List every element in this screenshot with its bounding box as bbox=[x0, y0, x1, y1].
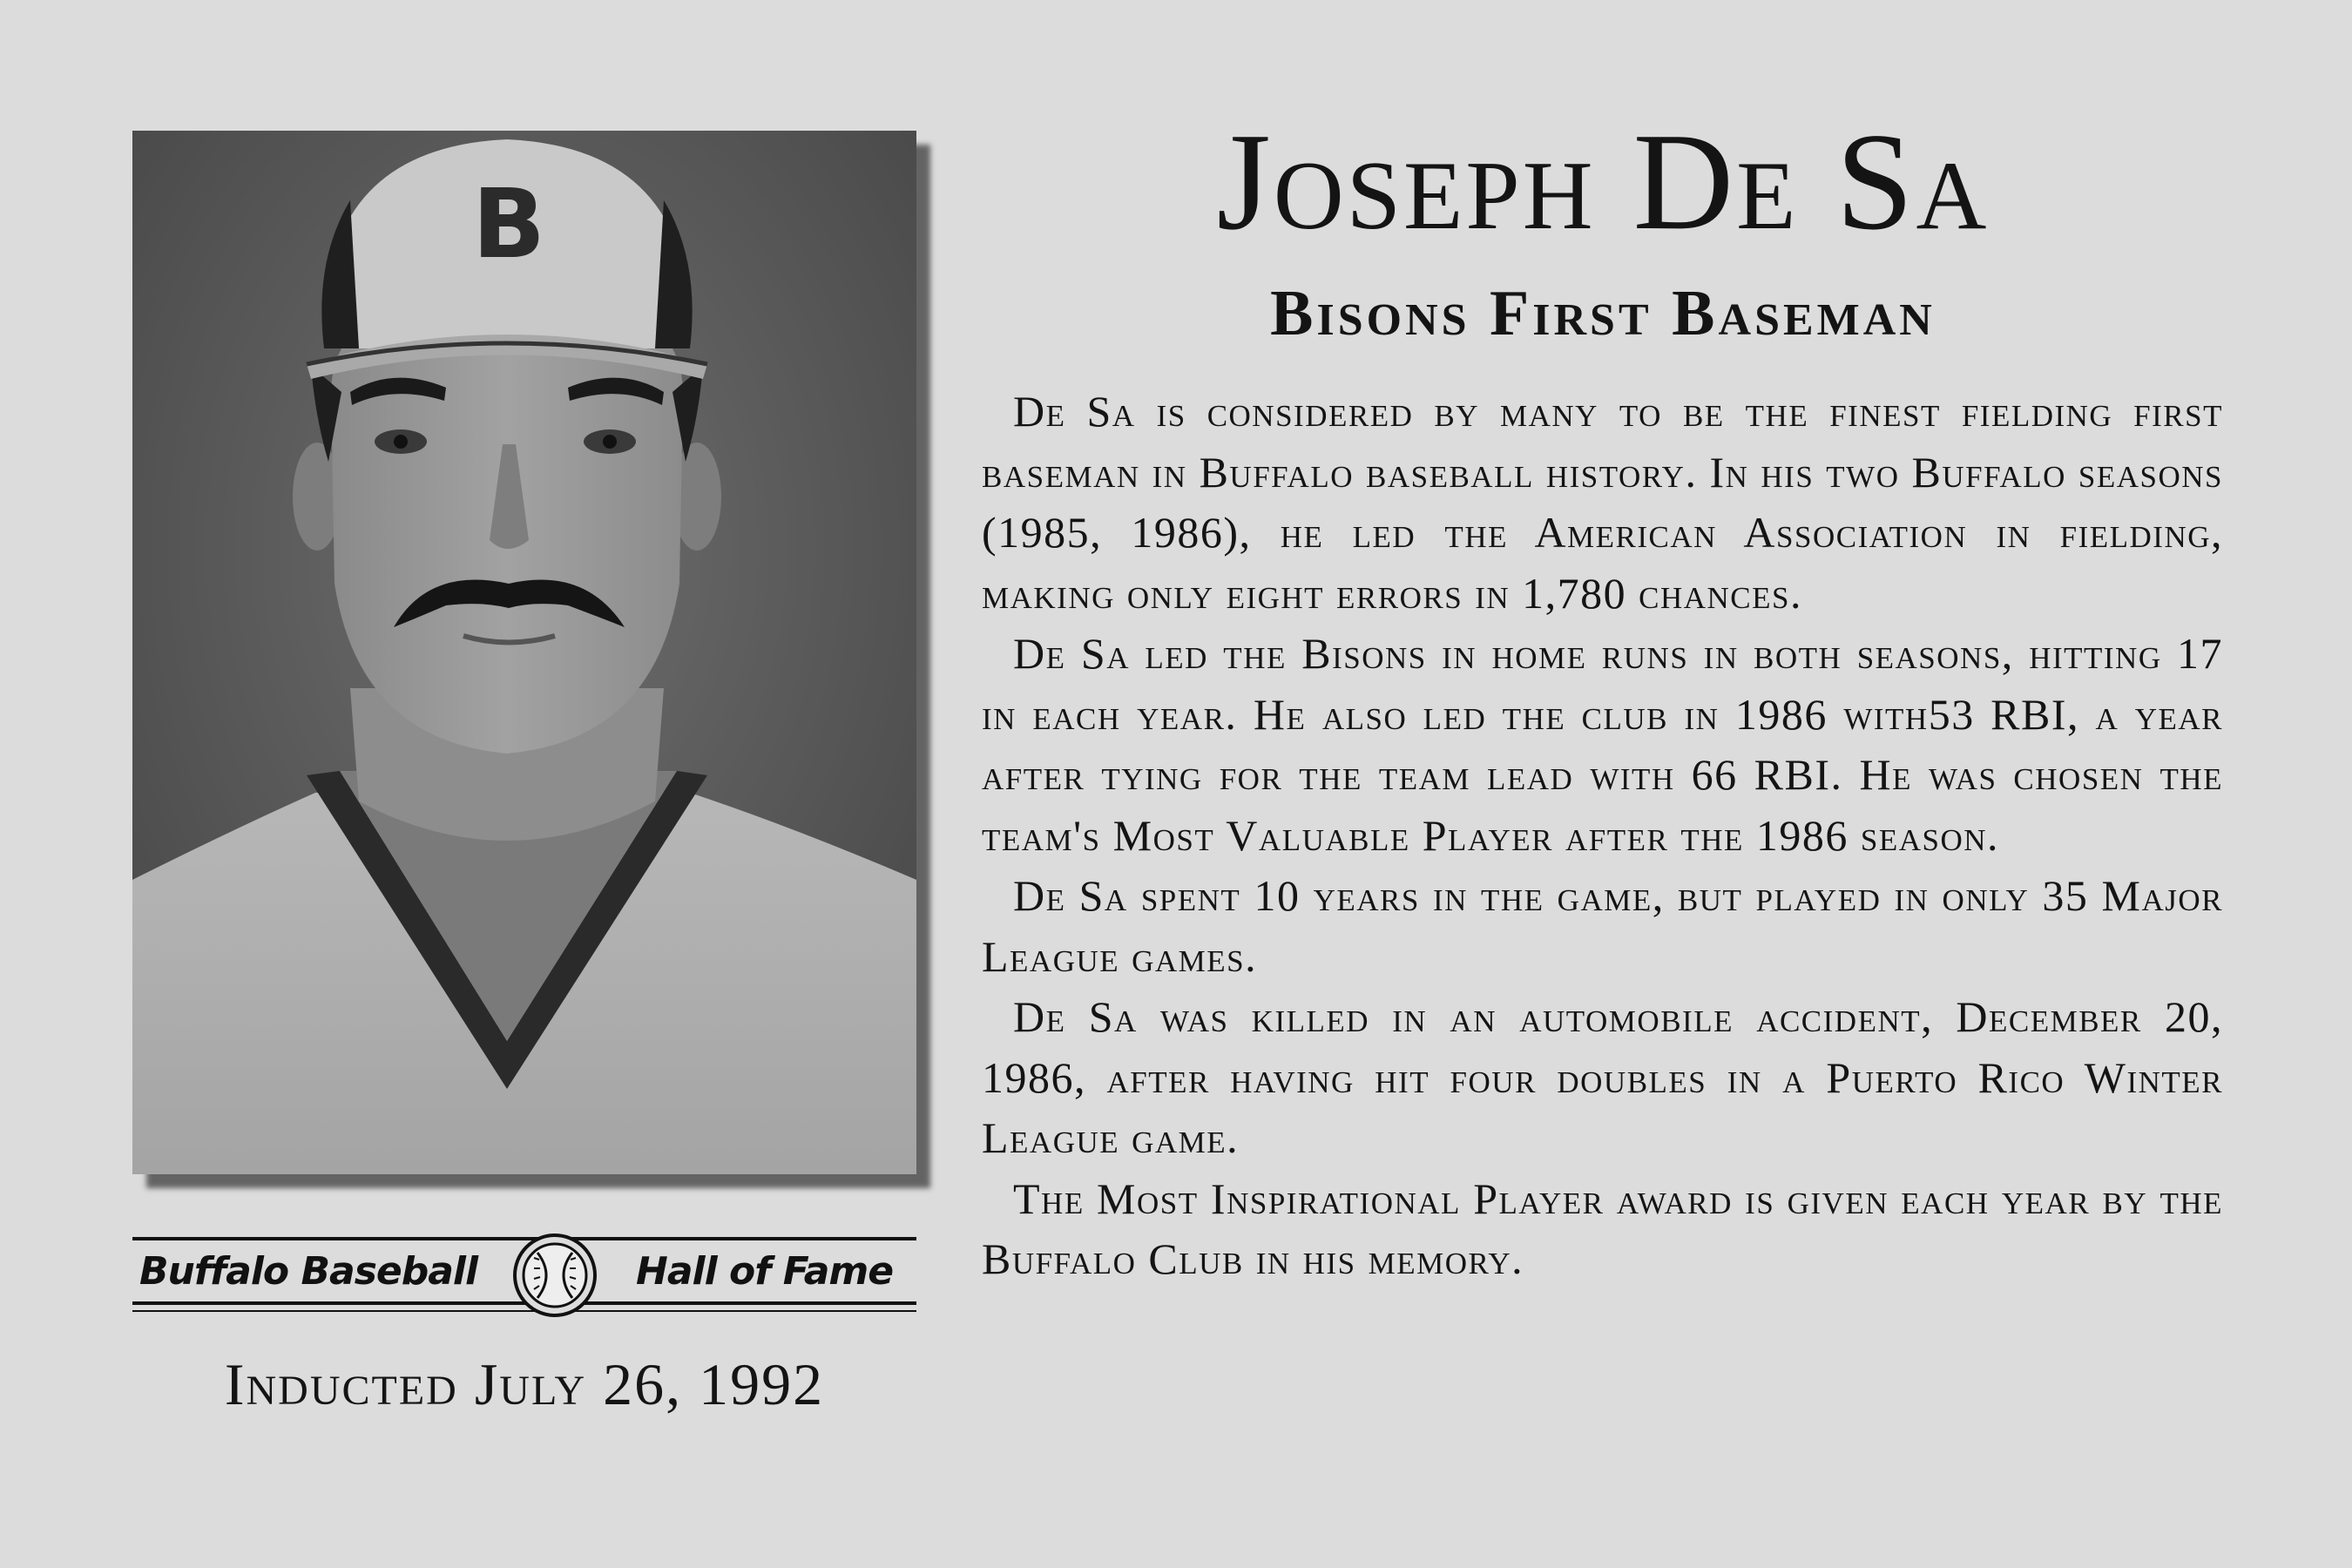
baseball-icon bbox=[513, 1233, 597, 1317]
bio-paragraph: De Sa was killed in an automobile accident, December 20, 1986, after having hit four doubles in a Puerto Rico Winter League game. bbox=[982, 992, 2223, 1162]
biography bbox=[982, 382, 2223, 1290]
logo-text-left: Buffalo Baseball bbox=[139, 1249, 478, 1294]
hall-of-fame-logo bbox=[132, 1227, 916, 1331]
bio-paragraph: The Most Inspirational Player award is given each year by the Buffalo Club in his memory. bbox=[982, 1173, 2223, 1283]
player-photo bbox=[132, 131, 916, 1174]
bio-paragraph: De Sa spent 10 years in the game, but played in only 35 Major League games. bbox=[982, 871, 2223, 981]
player-position: Bisons First Baseman bbox=[1270, 278, 1936, 349]
bio-paragraph: De Sa led the Bisons in home runs in both seasons, hitting 17 in each year. He also led the club in 1986 with53 RBI, a year after tying for the team lead with 66 RBI. He was chosen the team's Most Valuable Player after the 1986 season. bbox=[982, 629, 2223, 860]
svg-text:B: B bbox=[472, 168, 545, 280]
bio-paragraph: De Sa is considered by many to be the finest fielding first baseman in Buffalo baseball history. In his two Buffalo seasons (1985, 1986), he led the American Association in fielding, making only eight errors in 1,780 chances. bbox=[982, 387, 2223, 618]
induction-date: Inducted July 26, 1992 bbox=[224, 1351, 825, 1417]
player-name: Joseph De Sa bbox=[1216, 104, 1990, 259]
logo-text-right: Hall of Fame bbox=[636, 1249, 894, 1294]
